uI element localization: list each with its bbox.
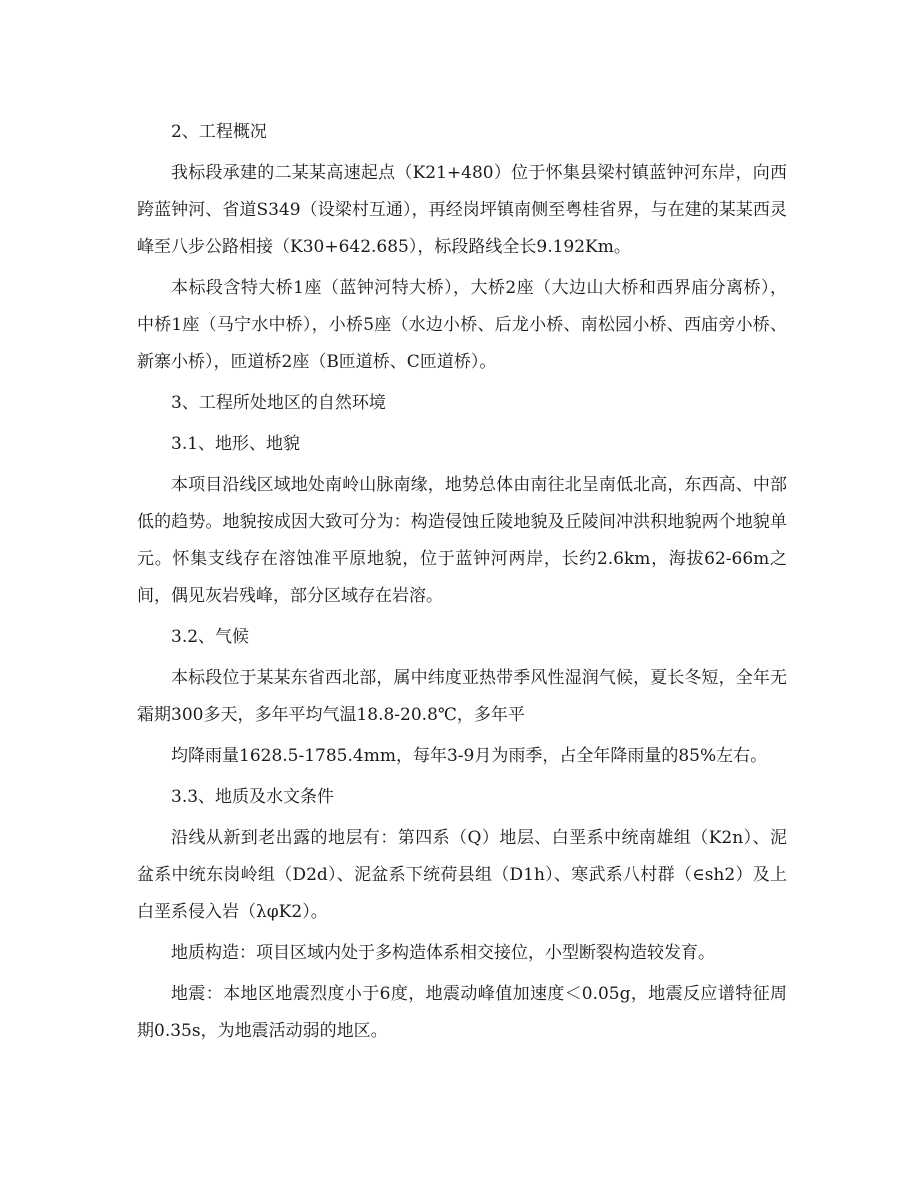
subsection-heading-terrain: 3.1、地形、地貌: [171, 434, 301, 454]
section-heading-environment: 3、工程所处地区的自然环境: [171, 393, 386, 413]
paragraph-climate-1: 本标段位于某某东省西北部，属中纬度亚热带季风性湿润气候，夏长冬短，全年无霜期300多天，多年平均气温18.8-20.8℃，多年平: [137, 668, 787, 725]
paragraph-route: 我标段承建的二某某高速起点（K21+480）位于怀集县梁村镇蓝钟河东岸，向西跨蓝钟河、省道S349（设梁村互通），再经岗坪镇南侧至粤桂省界，与在建的某某西灵峰至八步公路相接（K30+642.685），标段路线全长9.192Km。: [137, 163, 787, 257]
paragraph-bridges: 本标段含特大桥1座（蓝钟河特大桥），大桥2座（大边山大桥和西界庙分离桥），中桥1座（马宁水中桥），小桥5座（水边小桥、后龙小桥、南松园小桥、西庙旁小桥、新寨小桥），匝道桥2座（B匝道桥、C匝道桥）。: [137, 278, 787, 372]
paragraph-structure: 地质构造：项目区域内处于多构造体系相交接位，小型断裂构造较发育。: [171, 943, 715, 963]
paragraph-strata: 沿线从新到老出露的地层有：第四系（Q）地层、白垩系中统南雄组（K2n）、泥盆系中统东岗岭组（D2d）、泥盆系下统荷县组（D1h）、寒武系八村群（∈sh2）及上白垩系侵入岩（λφK2）。: [137, 828, 787, 922]
paragraph-climate-2: 均降雨量1628.5-1785.4mm，每年3-9月为雨季，占全年降雨量的85%左右。: [171, 746, 768, 766]
paragraph-terrain: 本项目沿线区域地处南岭山脉南缘，地势总体由南往北呈南低北高，东西高、中部低的趋势。地貌按成因大致可分为：构造侵蚀丘陵地貌及丘陵间冲洪积地貌两个地貌单元。怀集支线存在溶蚀准平原地貌，位于蓝钟河两岸，长约2.6km，海拔62-66m之间，偶见灰岩残峰，部分区域存在岩溶。: [137, 475, 787, 606]
document-body: [137, 114, 787, 1050]
paragraph-earthquake: 地震：本地区地震烈度小于6度，地震动峰值加速度＜0.05g，地震反应谱特征周期0.35s，为地震活动弱的地区。: [137, 984, 787, 1041]
subsection-heading-geology: 3.3、地质及水文条件: [171, 787, 335, 807]
subsection-heading-climate: 3.2、气候: [171, 627, 250, 647]
section-heading-overview: 2、工程概况: [171, 122, 267, 142]
